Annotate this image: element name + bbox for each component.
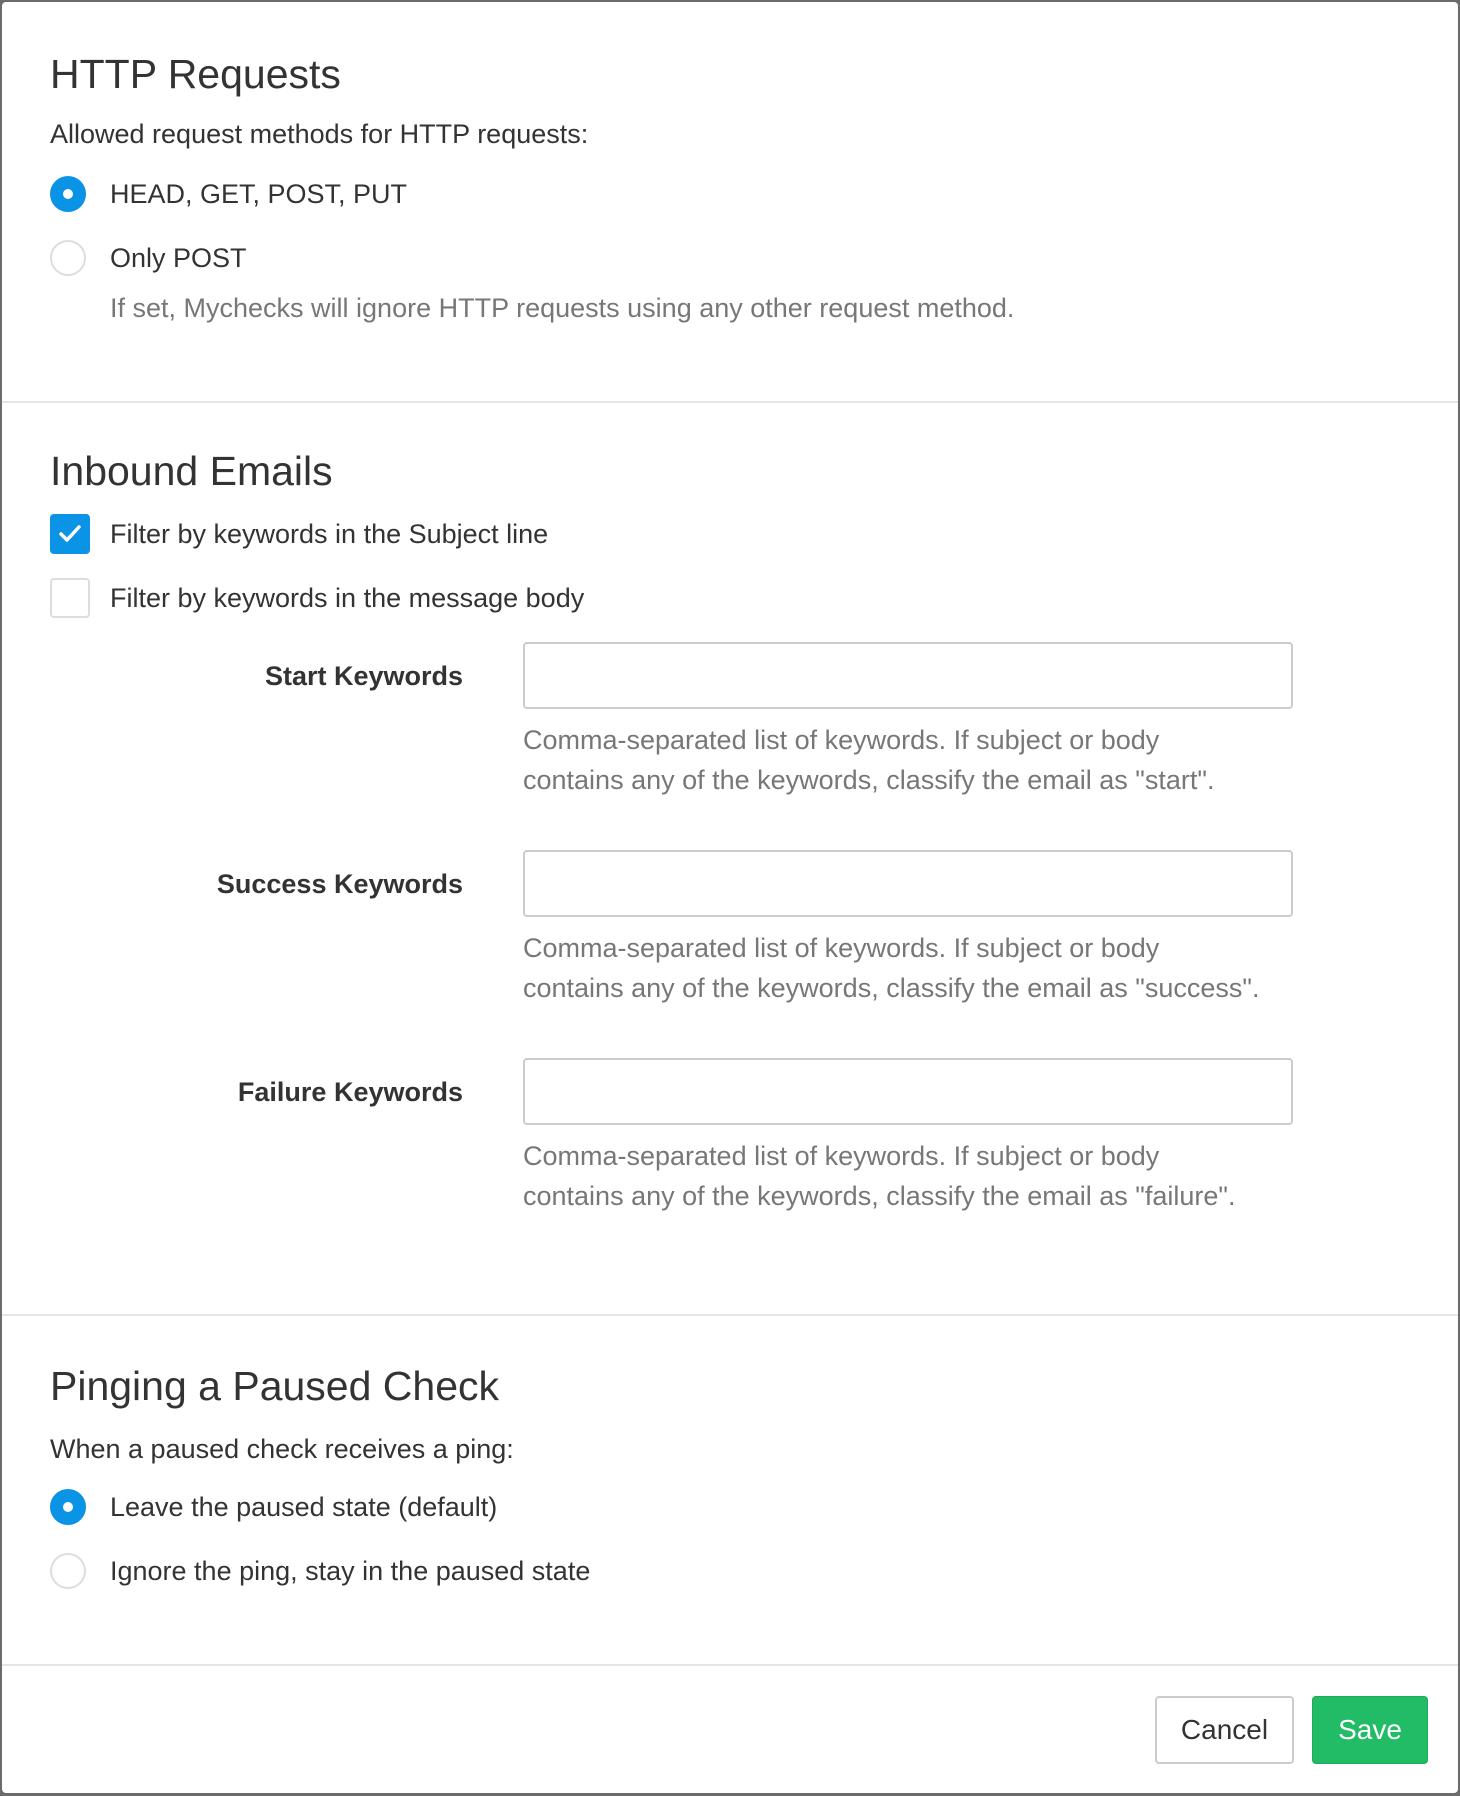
save-button[interactable]: Save	[1312, 1696, 1428, 1764]
check-icon	[52, 516, 88, 552]
radio-http-only-post[interactable]	[50, 240, 86, 276]
section-title-paused: Pinging a Paused Check	[50, 1363, 500, 1409]
radio-label[interactable]: Only POST	[110, 243, 247, 273]
failure-keywords-help: Comma-separated list of keywords. If subject or body contains any of the keywords, classify the email as "failure".	[523, 1141, 1236, 1211]
section-title-http: HTTP Requests	[50, 51, 341, 97]
failure-keywords-label: Failure Keywords	[237, 1077, 463, 1107]
start-keywords-input[interactable]	[523, 642, 1293, 709]
radio-ignore-ping[interactable]	[50, 1553, 86, 1589]
start-keywords-help: Comma-separated list of keywords. If subject or body contains any of the keywords, classify the email as "start".	[523, 725, 1215, 795]
radio-label[interactable]: Leave the paused state (default)	[110, 1492, 498, 1522]
success-keywords-help: Comma-separated list of keywords. If subject or body contains any of the keywords, classify the email as "success".	[523, 933, 1260, 1003]
footer-divider	[2, 1664, 1458, 1666]
paused-prompt: When a paused check receives a ping:	[50, 1434, 514, 1464]
http-prompt: Allowed request methods for HTTP requests:	[50, 119, 589, 149]
radio-leave-paused[interactable]	[50, 1489, 86, 1525]
divider	[2, 1314, 1458, 1316]
success-keywords-label: Success Keywords	[216, 869, 463, 899]
radio-label[interactable]: HEAD, GET, POST, PUT	[110, 179, 408, 209]
checkbox-label[interactable]: Filter by keywords in the message body	[110, 583, 585, 613]
section-title-email: Inbound Emails	[50, 448, 333, 494]
success-keywords-input[interactable]	[523, 850, 1293, 917]
checkbox-label[interactable]: Filter by keywords in the Subject line	[110, 519, 549, 549]
checkbox-subject-filter[interactable]	[50, 514, 90, 554]
http-help: If set, Mychecks will ignore HTTP requests using any other request method.	[110, 293, 1015, 323]
divider	[2, 401, 1458, 403]
failure-keywords-input[interactable]	[523, 1058, 1293, 1125]
start-keywords-label: Start Keywords	[264, 661, 463, 691]
filtering-rules-modal	[2, 2, 1458, 1793]
checkbox-body-filter[interactable]	[50, 578, 90, 618]
cancel-button[interactable]: Cancel	[1155, 1696, 1294, 1764]
radio-http-all-methods[interactable]	[50, 176, 86, 212]
radio-label[interactable]: Ignore the ping, stay in the paused state	[110, 1556, 591, 1586]
